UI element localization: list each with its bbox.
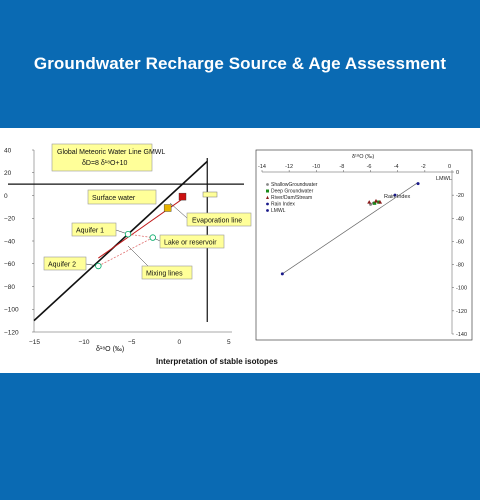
right-point-river	[367, 200, 371, 204]
left-x-tick-label: −10	[78, 339, 90, 346]
gmwl-title: Global Meteoric Water Line GMWL	[57, 149, 166, 156]
legend-marker	[266, 190, 269, 193]
right-y-tick-label: 0	[456, 170, 460, 176]
legend-label: Deep Groundwater	[271, 188, 314, 195]
left-y-tick-label: −80	[4, 283, 16, 291]
left-point-lake	[150, 235, 156, 241]
left-x-tick-label: 0	[177, 339, 182, 346]
right-x-tick-label: -2	[420, 164, 426, 170]
legend-label: Rain Index	[271, 201, 295, 208]
left-point-aquifer2	[96, 263, 102, 269]
aquifer1-label: Aquifer 1	[76, 227, 105, 235]
right-point-rain-index	[281, 272, 284, 275]
right-y-tick-label: -60	[456, 239, 464, 246]
mixing-label: Mixing lines	[146, 270, 183, 278]
right-chart	[256, 150, 472, 340]
right-x-tick-label: -12	[285, 164, 294, 170]
right-x-tick-label: 0	[448, 164, 452, 170]
left-x-tick-label: −15	[29, 339, 41, 346]
rain-index-label: Rain Index	[384, 194, 411, 200]
left-point-evaporated	[179, 193, 186, 200]
legend-label: River/Dam/Stream	[271, 195, 313, 201]
right-y-tick-label: -40	[456, 216, 464, 223]
right-xlabel: δ¹⁸O (‰)	[352, 154, 375, 160]
left-y-tick-label: −120	[4, 329, 19, 337]
left-y-tick-label: −60	[4, 261, 16, 269]
legend-marker	[266, 196, 269, 199]
right-y-tick-label: -100	[456, 285, 468, 292]
right-y-tick-label: -80	[456, 262, 464, 269]
right-x-tick-label: -10	[312, 164, 321, 170]
right-x-tick-label: -6	[366, 164, 372, 170]
evaporation-leader	[170, 203, 187, 218]
right-x-tick-label: -4	[393, 164, 399, 170]
evaporation-label: Evaporation line	[192, 217, 243, 225]
left-point-aquifer1	[125, 231, 131, 237]
right-point-rain-index	[417, 182, 420, 185]
legend-label: LMWL	[271, 208, 286, 214]
right-x-tick-label: -8	[339, 164, 345, 170]
left-y-tick-label: −20	[4, 215, 16, 223]
legend-marker	[266, 209, 269, 212]
left-y-tick-label: −100	[4, 306, 19, 314]
top-right-marker-box	[203, 192, 217, 197]
legend-marker	[266, 203, 269, 206]
left-point-surface	[164, 205, 171, 212]
left-caption: Interpretation of stable isotopes	[156, 357, 278, 366]
page-title: Groundwater Recharge Source & Age Assessment	[33, 54, 447, 73]
right-x-tick-label: -14	[258, 164, 266, 170]
left-y-tick-label: 0	[4, 192, 8, 200]
left-x-tick-label: 5	[227, 339, 231, 346]
left-y-tick-label: −40	[4, 238, 16, 246]
legend-label: ShallowGroundwater	[271, 182, 318, 188]
gmwl-equation: δD=8 δ¹⁸O+10	[82, 160, 128, 167]
figure-svg	[0, 128, 480, 373]
left-y-tick-label: 40	[4, 147, 12, 155]
right-legend	[266, 182, 318, 214]
left-x-tick-label: −5	[128, 339, 136, 346]
aquifer2-label: Aquifer 2	[48, 261, 77, 269]
surface-water-label: Surface water	[92, 195, 136, 202]
lake-label: Lake or reservoir	[164, 239, 217, 247]
right-y-tick-label: -120	[456, 308, 468, 315]
lmwl-label: LMWL	[436, 176, 452, 182]
right-y-tick-label: -20	[456, 193, 464, 200]
left-xlabel: δ¹⁸O (‰)	[96, 346, 125, 353]
mixing-line	[128, 234, 153, 237]
legend-marker	[266, 183, 269, 186]
figure-panel	[0, 128, 480, 373]
left-y-tick-label: 20	[4, 170, 12, 178]
mixing-leader	[128, 246, 150, 268]
right-y-tick-label: -140	[456, 332, 468, 338]
left-chart	[4, 144, 278, 366]
